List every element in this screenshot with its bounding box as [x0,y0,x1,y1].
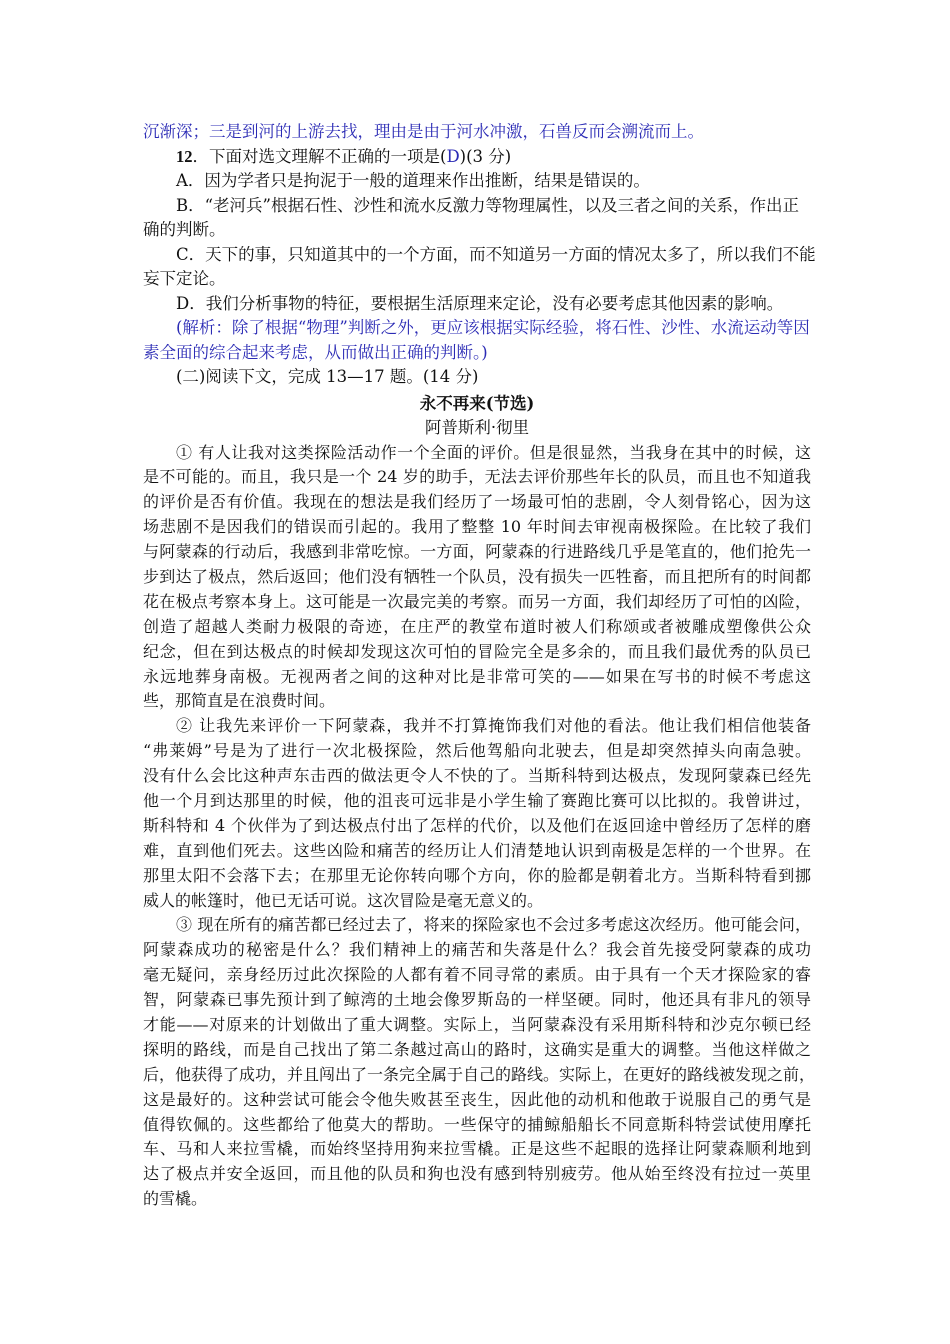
paragraph-2-line: 难，直到他们死去。这些凶险和痛苦的经历让人们清楚地认识到南极是怎样的一个世界。在 [143,840,811,860]
paragraph-1-line: 些，那简直是在浪费时间。 [143,691,336,711]
paragraph-3-line: 车、马和人来拉雪橇，而始终坚持用狗来拉雪橇。正是这些不起眼的选择让阿蒙森顺利地到 [143,1139,811,1159]
option-c-line1: C．天下的事，只知道其中的一个方面，而不知道另一方面的情况太多了，所以我们不能 [176,244,816,264]
paragraph-1-line: 纪念，但在到达极点的时候却发现这次可怕的冒险完全是多余的，而且我们最优秀的队员已 [143,641,811,661]
document-page [143,120,816,1212]
article-title: 永不再来(节选) [419,393,535,413]
question-12-stem [143,145,811,170]
paragraph-2-line: 斯科特和 4 个伙伴为了到达极点付出了怎样的代价，以及他们在返回途中曾经历了怎样的磨 [143,815,811,835]
paragraph-1-line: ① 有人让我对这类探险活动作一个全面的评价。但是很显然，当我身在其中的时候，这 [176,442,811,462]
paragraph-3-line: 智，阿蒙森已事先预计到了鲸湾的土地会像罗斯岛的一样坚硬。同时，他还具有非凡的领导 [143,990,811,1010]
analysis-line1: (解析：除了根据“物理”判断之外，更应该根据实际经验，将石性、沙性、水流运动等因 [176,318,810,337]
paragraph-1-line: 创造了超越人类耐力极限的奇迹，在庄严的教堂布道时被人们称颂或者被雕成塑像供公众 [143,616,811,636]
section-intro: (二)阅读下文，完成 13—17 题。(14 分) [176,367,479,386]
question-score: )(3 分) [459,146,512,166]
question-stem-text: ．下面对选文理解不正确的一项是( [192,146,447,166]
paragraph-3-line: 后，他获得了成功，并且闯出了一条完全属于自己的路线。实际上，在更好的路线被发现之前， [143,1064,816,1084]
paragraph-2-line: “弗莱姆”号是为了进行一次北极探险，然后他驾船向北驶去，但是却突然掉头向南急驶。 [143,741,811,761]
paragraph-1-line: 永远地葬身南极。无视两者之间的这种对比是非常可笑的——如果在写书的时候不考虑这 [143,666,811,686]
paragraph-1-line: 花在极点考察本身上。这可能是一次最完美的考察。而另一方面，我们却经历了可怕的凶险， [143,591,811,611]
paragraph-1-line: 是不可能的。而且，我只是一个 24 岁的助手，无法去评价那些年长的队员，而且也不知道我 [143,467,811,487]
paragraph-2-line: 没有什么会比这种声东击西的做法更令人不快的了。当斯科特到达极点，发现阿蒙森已经先 [143,766,811,786]
paragraph-1-line: 场悲剧不是因我们的错误而引起的。我用了整整 10 年时间去审视南极探险。在比较了我们 [143,517,811,537]
paragraph-1-line: 与阿蒙森的行动后，我感到非常吃惊。一方面，阿蒙森的行进路线几乎是笔直的，他们抢先一 [143,542,811,562]
paragraph-3-line: 阿蒙森成功的秘密是什么？我们精神上的痛苦和失落是什么？我会首先接受阿蒙森的成功 [143,940,811,960]
paragraph-2-line: 那里太阳不会落下去；在那里无论你转向哪个方向，你的脸都是朝着北方。当斯科特看到挪 [143,865,811,885]
article-body [143,441,816,1213]
paragraph-2-line: 威人的帐篷时，他已无话可说。这次冒险是毫无意义的。 [143,890,544,910]
question-number: 12 [176,146,193,166]
paragraph-3-line: 这是最好的。这种尝试可能会令他失败甚至丧生，因此他的动机和他敢于说服自己的勇气是 [143,1089,811,1109]
analysis-line2: 素全面的综合起来考虑，从而做出正确的判断。) [143,342,488,362]
option-b-line2: 确的判断。 [143,220,226,239]
paragraph-3-line: ③ 现在所有的痛苦都已经过去了，将来的探险家也不会过多考虑这次经历。他可能会问， [176,915,811,935]
option-c-line2: 妄下定论。 [143,269,226,288]
article-author: 阿普斯利·彻里 [424,418,530,437]
option-d: D．我们分析事物的特征，要根据生活原理来定论，没有必要考虑其他因素的影响。 [176,293,784,313]
paragraph-3-line: 达了极点并安全返回，而且他的队员和狗也没有感到特别疲劳。他从始至终没有拉过一英里 [143,1164,811,1184]
paragraph-3-line: 探明的路线，而是自己找出了第二条越过高山的路时，这确实是重大的调整。当他这样做之 [143,1039,811,1059]
paragraph-3-line: 毫无疑问，亲身经历过此次探险的人都有着不同寻常的素质。由于具有一个天才探险家的睿 [143,965,811,985]
paragraph-1-line: 步到达了极点，然后返回；他们没有牺牲一个队员，没有损失一匹牲畜，而且把所有的时间都 [143,566,811,586]
paragraph-3-line: 才能——对原来的计划做出了重大调整。实际上，当阿蒙森没有采用斯科特和沙克尔顿已经 [143,1014,811,1034]
option-b-line1: B．“老河兵”根据石性、沙性和流水反激力等物理属性，以及三者之间的关系，作出正 [176,195,799,215]
paragraph-1-line: 的评价是否有价值。我现在的想法是我们经历了一场最可怕的悲剧，令人刻骨铭心，因为这 [143,492,811,512]
paragraph-3-line: 值得钦佩的。这些都给了他莫大的帮助。一些保守的捕鲸船船长不同意斯科特尝试使用摩托 [143,1114,811,1134]
paragraph-3-line: 的雪橇。 [143,1189,208,1209]
paragraph-2-line: 他一个月到达那里的时候，他的沮丧可远非是小学生输了赛跑比赛可以比拟的。我曾讲过， [143,790,811,810]
question-answer: D [446,146,460,166]
answer-continuation: 沉渐深；三是到河的上游去找，理由是由于河水冲激，石兽反而会溯流而上。 [143,122,704,141]
paragraph-2-line: ② 让我先来评价一下阿蒙森，我并不打算掩饰我们对他的看法。他让我们相信他装备 [176,716,811,736]
option-a: A．因为学者只是拘泥于一般的道理来作出推断，结果是错误的。 [176,171,650,190]
